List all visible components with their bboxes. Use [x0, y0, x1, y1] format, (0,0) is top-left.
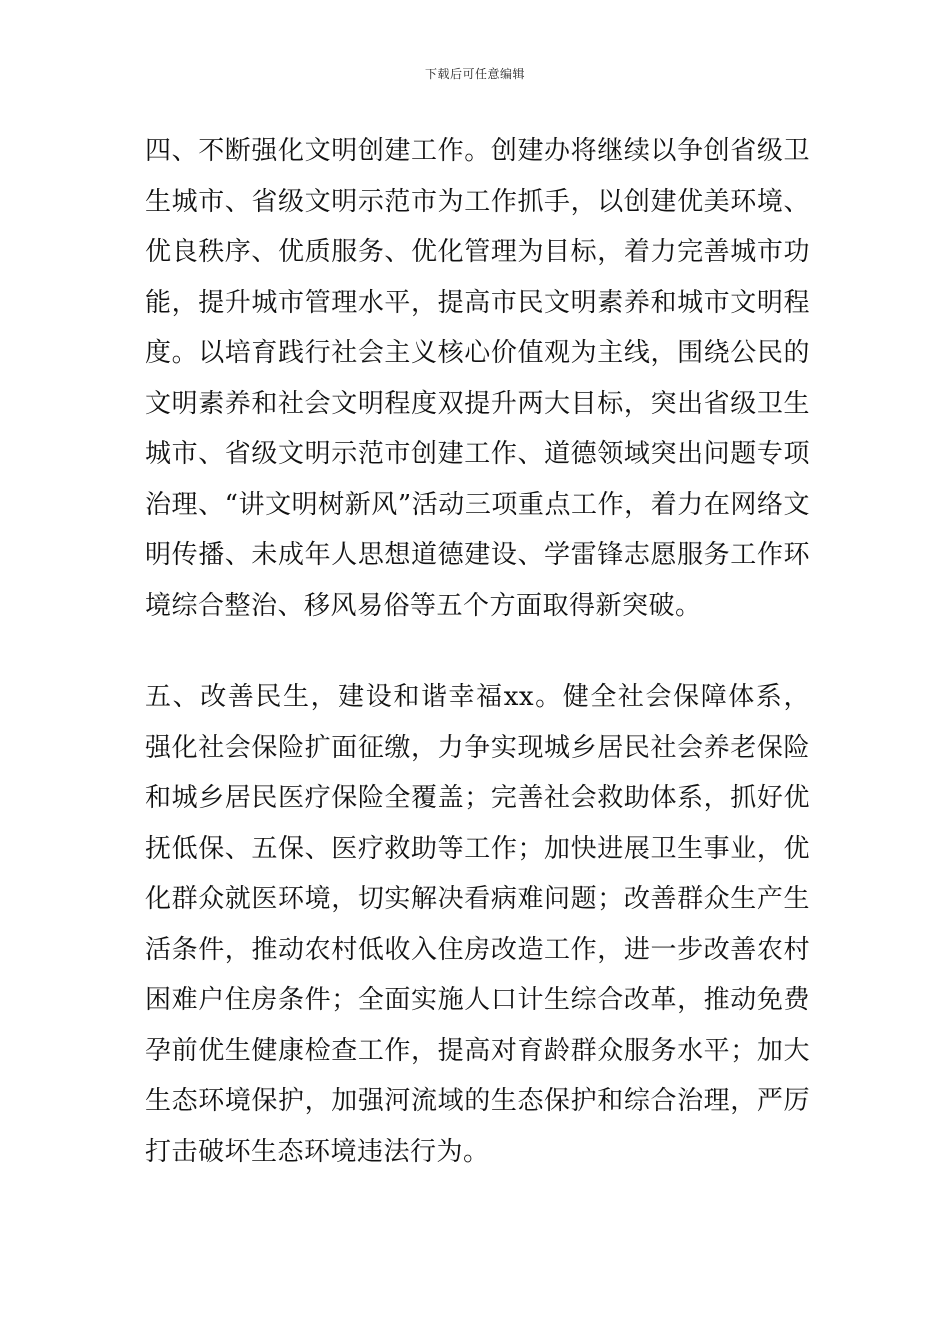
paragraph-improve-livelihood: 五、改善民生，建设和谐幸福xx。健全社会保障体系，强化社会保险扩面征缴，力争实现城乡居民社会养老保险和城乡居民医疗保险全覆盖；完善社会救助体系，抓好优抚低保、五保、医疗救助等工作；加快进展卫生事业，优化群众就医环境，切实解决看病难问题；改善群众生产生活条件，推动农村低收入住房改造工作，进一步改善农村困难户住房条件；全面实施人口计生综合改革，推动免费孕前优生健康检查工作，提高对育龄群众服务水平；加大生态环境保护，加强河流域的生态保护和综合治理，严厉打击破坏生态环境违法行为。	[145, 682, 810, 1167]
paragraph-civilization-building: 四、不断强化文明创建工作。创建办将继续以争创省级卫生城市、省级文明示范市为工作抓手，以创建优美环境、优良秩序、优质服务、优化管理为目标，着力完善城市功能，提升城市管理水平，提高市民文明素养和城市文明程度。以培育践行社会主义核心价值观为主线，围绕公民的文明素养和社会文明程度双提升两大目标，突出省级卫生城市、省级文明示范市创建工作、道德领域突出问题专项治理、“讲文明树新风”活动三项重点工作，着力在网络文明传播、未成年人思想道德建设、学雷锋志愿服务工作环境综合整治、移风易俗等五个方面取得新突破。	[145, 136, 810, 621]
page-header: 下载后可任意编辑	[424, 67, 525, 81]
